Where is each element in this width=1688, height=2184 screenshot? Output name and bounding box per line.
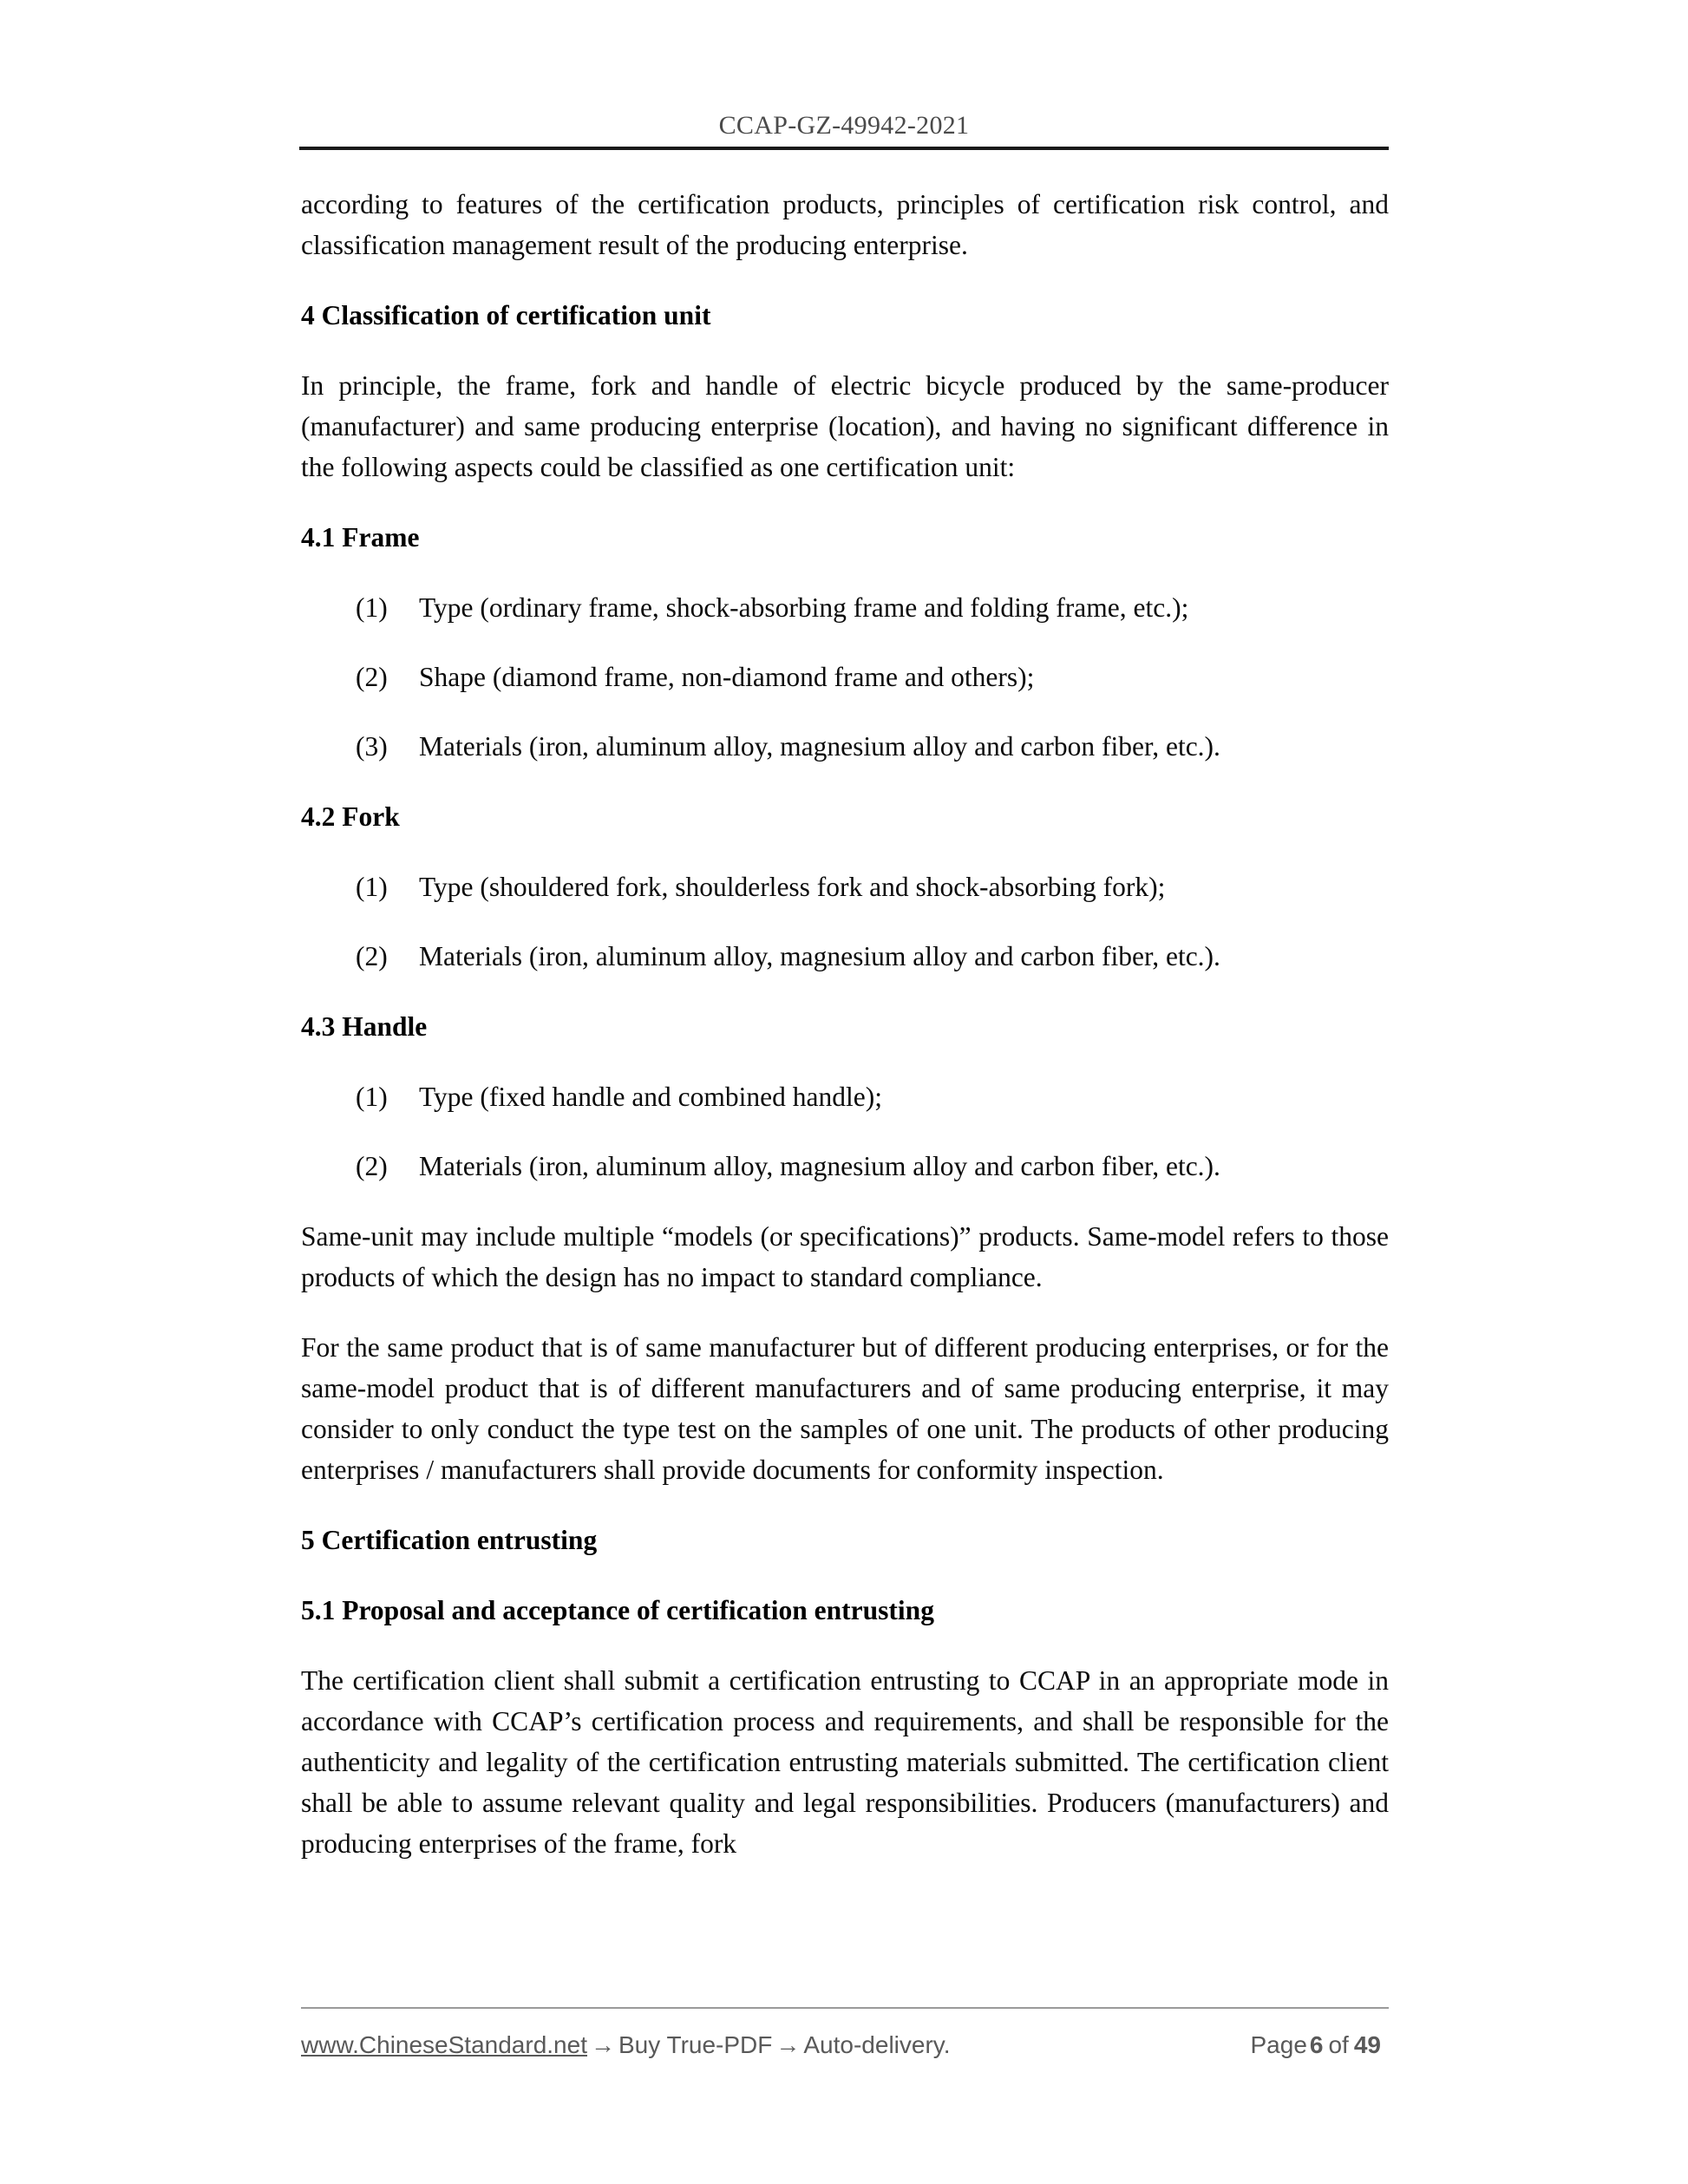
list-item (301, 866, 1389, 907)
heading-section-5-1: 5.1 Proposal and acceptance of certification entrusting (301, 1595, 934, 1625)
list-item-text: Materials (iron, aluminum alloy, magnesium alloy and carbon fiber, etc.). (419, 941, 1220, 971)
heading-section-5: 5 Certification entrusting (301, 1525, 598, 1555)
list-marker: (3) (356, 731, 388, 762)
total-page-count: 49 (1353, 2031, 1381, 2058)
intro-paragraph: according to features of the certification products, principles of certification risk control, and classification management result of the producing enterprise. (301, 189, 1389, 260)
document-body (301, 184, 1389, 1864)
current-page-number: 6 (1309, 2031, 1324, 2058)
document-standard-number: CCAP-GZ-49942-2021 (718, 111, 970, 140)
arrow-right-icon: → (775, 2031, 801, 2058)
list-item-text: Materials (iron, aluminum alloy, magnesium alloy and carbon fiber, etc.). (419, 731, 1220, 762)
page-header (299, 111, 1389, 150)
heading-section-4-1: 4.1 Frame (301, 522, 420, 553)
list-item (301, 936, 1389, 977)
heading-section-4-3: 4.3 Handle (301, 1011, 428, 1042)
page-number-indicator (1251, 2031, 1390, 2059)
chinesestandard-site-link[interactable]: www.ChineseStandard.net (301, 2031, 587, 2058)
list-frame-aspects (301, 587, 1389, 767)
page-footer (301, 2007, 1389, 2059)
page-label: Page (1250, 2031, 1307, 2058)
footer-promo (301, 2031, 950, 2059)
section-5-1-paragraph: The certification client shall submit a certification entrusting to CCAP in an appropriate mode in accordance with CCAP’s certification process and requirements, and shall be responsible for the authenticity and legality of the certification entrusting materials submitted. The certification client shall be able to assume relevant quality and legal responsibilities. Producers (manufacturers) and producing enterprises of the frame, fork (301, 1665, 1389, 1859)
section-4-intro-paragraph: In principle, the frame, fork and handle of electric bicycle produced by the same-producer (manufacturer) and same producing enterprise (location), and having no significant difference in the following aspects could be classified as one certification unit: (301, 370, 1389, 482)
arrow-right-icon: → (590, 2031, 615, 2058)
footer-row (301, 2031, 1389, 2059)
list-item-text: Shape (diamond frame, non-diamond frame and others); (419, 662, 1035, 692)
same-unit-paragraph: Same-unit may include multiple “models (or specifications)” products. Same-model refers to those products of which the design has no impact to standard compliance. (301, 1221, 1389, 1292)
list-handle-aspects (301, 1076, 1389, 1187)
list-item-text: Type (fixed handle and combined handle); (419, 1082, 882, 1112)
same-product-paragraph: For the same product that is of same manufacturer but of different producing enterprises, or for the same-model product that is of different manufacturers and of same producing enterprise, it may consider to only conduct the type test on the samples of one unit. The products of other producing enterprises / manufacturers shall provide documents for conformity inspection. (301, 1332, 1389, 1485)
page-of-label: of (1328, 2031, 1349, 2058)
list-item-text: Type (shouldered fork, shoulderless fork and shock-absorbing fork); (419, 872, 1166, 902)
footer-promo-delivery-label: Auto-delivery. (803, 2031, 951, 2058)
footer-divider (301, 2007, 1389, 2009)
list-fork-aspects (301, 866, 1389, 977)
list-marker: (2) (356, 662, 388, 692)
list-item (301, 1076, 1389, 1117)
list-marker: (1) (356, 1082, 388, 1112)
list-marker: (2) (356, 1151, 388, 1181)
list-marker: (2) (356, 941, 388, 971)
list-item-text: Type (ordinary frame, shock-absorbing frame and folding frame, etc.); (419, 592, 1189, 623)
header-divider (299, 147, 1389, 150)
list-item (301, 587, 1389, 628)
list-item-text: Materials (iron, aluminum alloy, magnesium alloy and carbon fiber, etc.). (419, 1151, 1220, 1181)
list-item (301, 657, 1389, 697)
list-marker: (1) (356, 872, 388, 902)
heading-section-4: 4 Classification of certification unit (301, 300, 711, 330)
list-item (301, 1146, 1389, 1187)
list-item (301, 726, 1389, 767)
footer-promo-buy-label: Buy True-PDF (618, 2031, 773, 2058)
list-marker: (1) (356, 592, 388, 623)
heading-section-4-2: 4.2 Fork (301, 801, 400, 832)
